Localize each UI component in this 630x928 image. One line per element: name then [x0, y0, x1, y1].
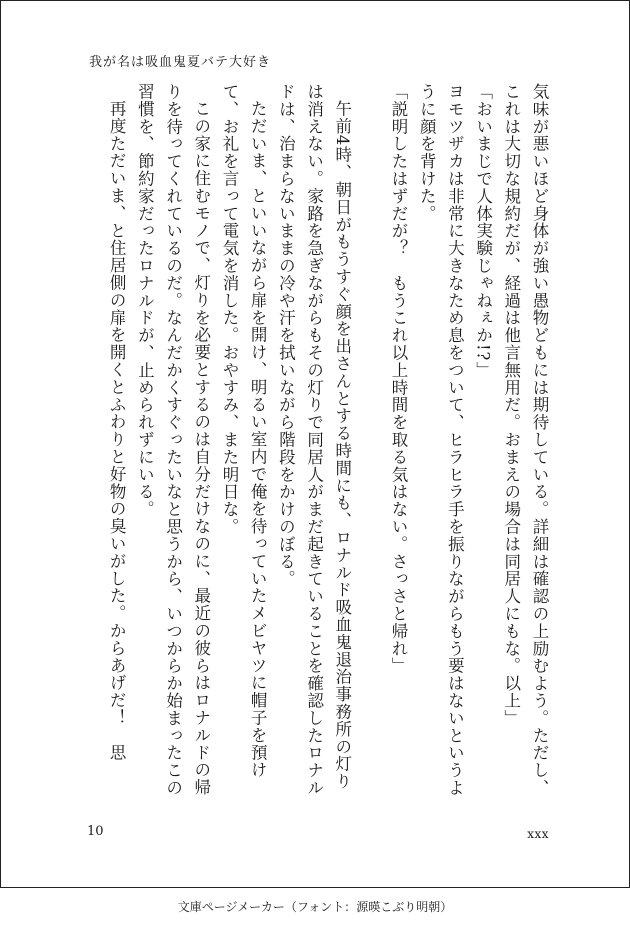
body-text	[87, 83, 553, 803]
blank-line	[356, 83, 384, 84]
paragraph-dialogue: 「説明したはずだが？ もうこれ以上時間を取る気はない。さっさと帰れ」	[388, 83, 408, 675]
paragraph: この家に住むモノで、灯りを必要とするのは自分だけなのに、最近の彼らはロナルドの帰りを待ってくれているのだ。なんだかくすぐったいなと思うから、いつからか始まったこの習慣を、節約家だったロナルドが、止められずにいる。	[135, 83, 211, 797]
paragraph: ヨモツザカは非常に大きなため息をついて、ヒラヒラ手を振りながらもう要はないというように顔を背けた。	[417, 83, 465, 797]
page-suffix: xxx	[527, 827, 549, 841]
paragraph: 午前4時、朝日がもうすぐ顔を出さんとする時間にも、ロナルド吸血鬼退治事務所の灯りは消えない。家路を急ぎながらもその灯りで同居人がまだ起きていることを確認したロナルドは、治まらないままの冷や汗を拭いながら階段をかけのぼる。	[276, 83, 352, 797]
paragraph: 気味が悪いほど身体が強い愚物どもには期待している。詳細は確認の上励むよう。ただし、これは大切な規約だが、経過は他言無用だ。おまえの場合は同居人にもな。以上」	[501, 83, 549, 797]
paragraph: 再度ただいま、と住居側の扉を開くとふわりと好物の臭いがした。からあげだ！ 思	[107, 99, 127, 761]
footer-credit: 文庫ページメーカー（フォント：源暎こぶり明朝）	[177, 900, 453, 914]
paragraph-dialogue: 「おいまじで人体実験じゃねぇか!?」	[473, 83, 493, 379]
page-number: 10	[87, 824, 104, 839]
paragraph: ただいま、といいながら扉を開け、明るい室内で俺を待っていたメビヤツに帽子を預けて、お礼を言って電気を消した。おやすみ、また明日な。	[219, 83, 268, 779]
running-head: 我が名は吸血鬼夏バテ大好き	[89, 55, 272, 70]
